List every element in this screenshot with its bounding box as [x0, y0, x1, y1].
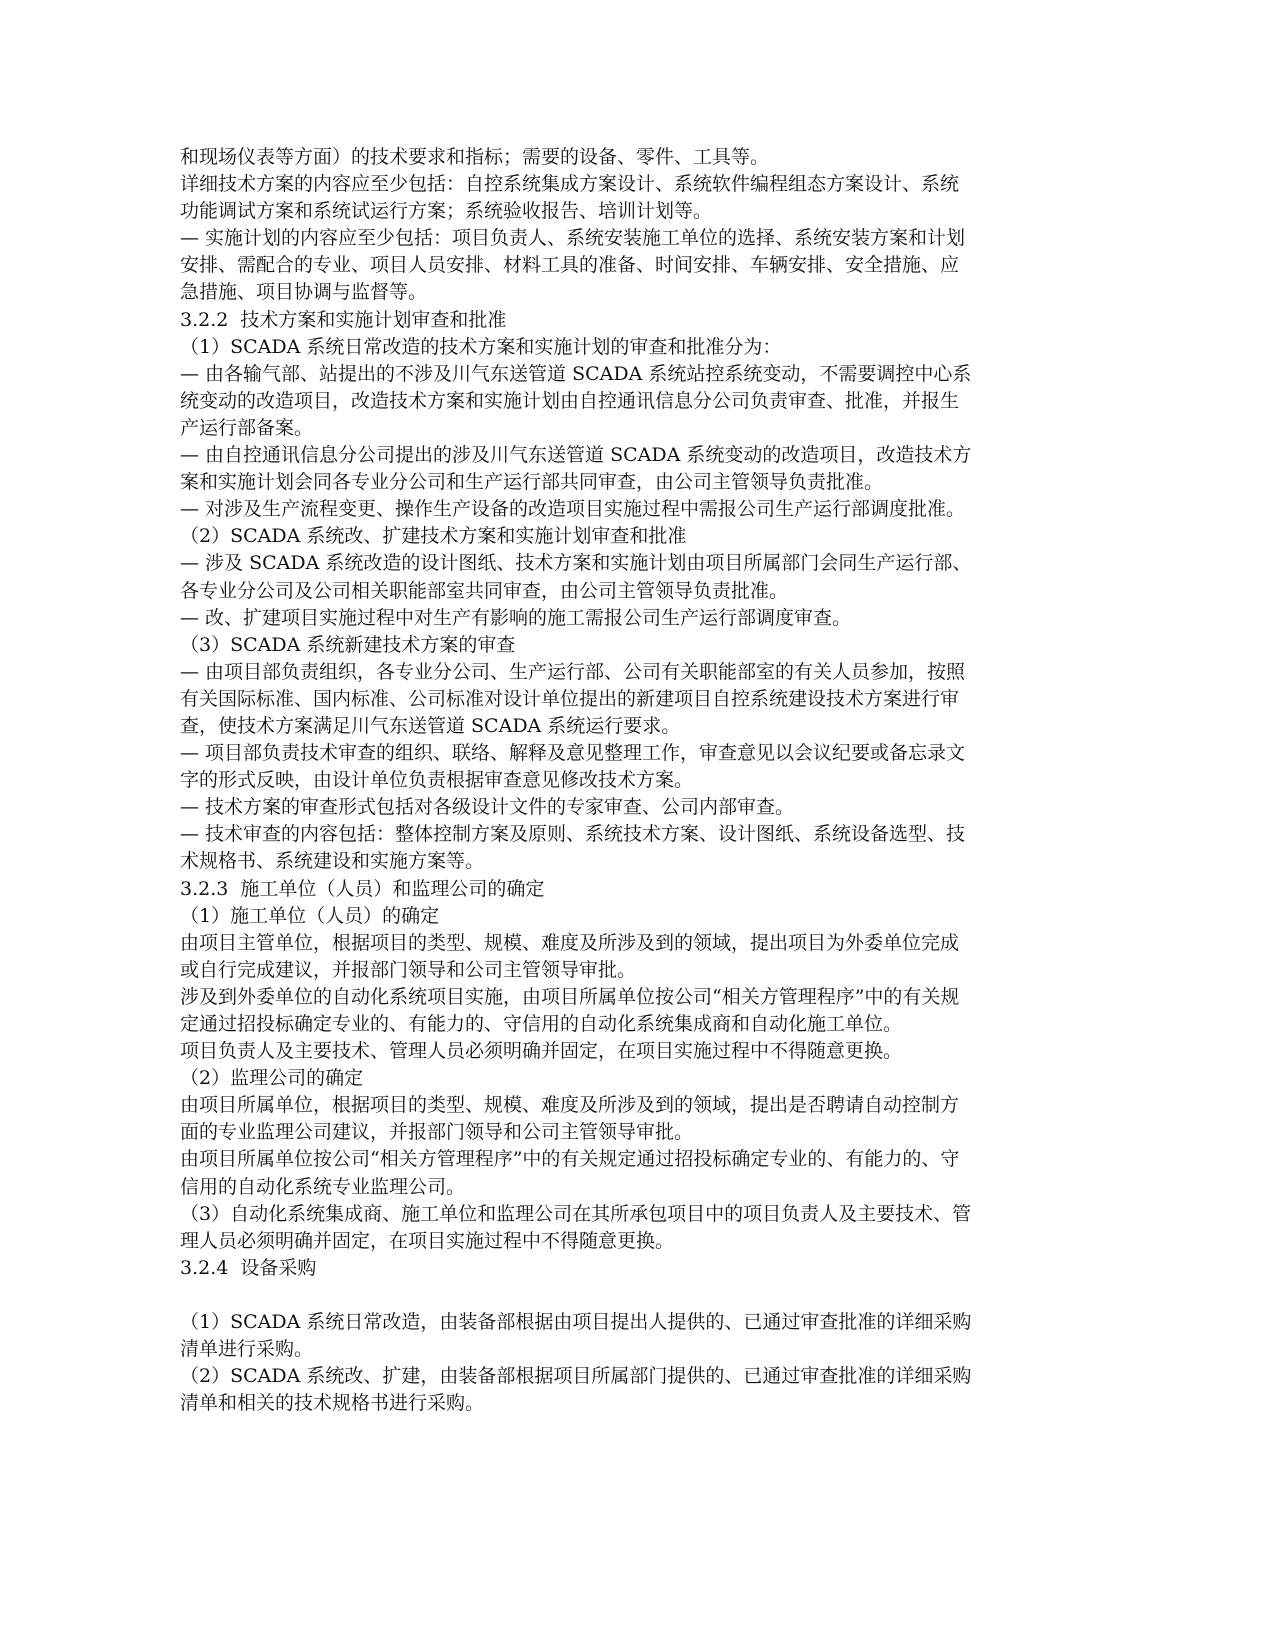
heading-line: 3.2.3 施工单位（人员）和监理公司的确定 [180, 877, 545, 900]
paragraph [180, 171, 1040, 225]
paragraph [180, 740, 1040, 794]
section-heading [180, 307, 1040, 334]
text-line: 或自行完成建议，并报部门领导和公司主管领导审批。 [180, 958, 637, 981]
text-line: 信用的自动化系统专业监理公司。 [180, 1175, 466, 1198]
text-line: — 实施计划的内容应至少包括：项目负责人、系统安装施工单位的选择、系统安装方案和计划 [180, 227, 966, 250]
text-line: 功能调试方案和系统试运行方案；系统验收报告、培训计划等。 [180, 200, 713, 223]
paragraph [180, 1363, 1040, 1417]
text-line: — 改、扩建项目实施过程中对生产有影响的施工需报公司生产运行部调度审查。 [180, 606, 852, 629]
text-line: （2）监理公司的确定 [180, 1067, 364, 1090]
text-line: — 技术审查的内容包括：整体控制方案及原则、系统技术方案、设计图纸、系统设备选型、技 [180, 823, 966, 846]
paragraph [180, 1309, 1040, 1363]
text-line: 有关国际标准、国内标准、公司标准对设计单位提出的新建项目自控系统建设技术方案进行审 [180, 687, 960, 710]
paragraph [180, 1201, 1040, 1255]
text-line: 理人员必须明确并固定，在项目实施过程中不得随意更换。 [180, 1229, 675, 1252]
blank-line [180, 1282, 1040, 1309]
paragraph [180, 794, 1040, 821]
text-line: 急措施、项目协调与监督等。 [180, 281, 428, 304]
text-line: — 对涉及生产流程变更、操作生产设备的改造项目实施过程中需报公司生产运行部调度批准。 [180, 498, 966, 521]
text-line: — 技术方案的审查形式包括对各级设计文件的专家审查、公司内部审查。 [180, 796, 795, 819]
text-line: （1）施工单位（人员）的确定 [180, 904, 440, 927]
paragraph [180, 496, 1040, 523]
text-line: — 由项目部负责组织，各专业分公司、生产运行部、公司有关职能部室的有关人员参加，按照 [180, 660, 966, 683]
text-line: （1）SCADA 系统日常改造的技术方案和实施计划的审查和批准分为： [180, 335, 782, 358]
paragraph [180, 821, 1040, 875]
paragraph [180, 659, 1040, 740]
heading-line: 3.2.2 技术方案和实施计划审查和批准 [180, 308, 507, 331]
text-line: 定通过招投标确定专业的、有能力的、守信用的自动化系统集成商和自动化施工单位。 [180, 1013, 903, 1035]
paragraph [180, 334, 1040, 361]
text-line: 项目负责人及主要技术、管理人员必须明确并固定，在项目实施过程中不得随意更换。 [180, 1040, 903, 1063]
paragraph [180, 984, 1040, 1038]
paragraph [180, 361, 1040, 442]
text-line: 字的形式反映，由设计单位负责根据审查意见修改技术方案。 [180, 769, 694, 792]
paragraph [180, 442, 1040, 496]
text-line: （3）自动化系统集成商、施工单位和监理公司在其所承包项目中的项目负责人及主要技术、管 [180, 1202, 972, 1225]
text-line: 各专业分公司及公司相关职能部室共同审查，由公司主管领导负责批准。 [180, 579, 789, 602]
paragraph [180, 550, 1040, 604]
text-line: — 涉及 SCADA 系统改造的设计图纸、技术方案和实施计划由项目所属部门会同生产运行部、 [180, 552, 972, 575]
paragraph [180, 523, 1040, 550]
text-line: （3）SCADA 系统新建技术方案的审查 [180, 633, 516, 656]
text-line: 安排、需配合的专业、项目人员安排、材料工具的准备、时间安排、车辆安排、安全措施、应 [180, 254, 960, 277]
section-heading [180, 876, 1040, 903]
text-line: 清单进行采购。 [180, 1338, 314, 1361]
text-line: 产运行部备案。 [180, 416, 314, 439]
text-line: — 项目部负责技术审查的组织、联络、解释及意见整理工作，审查意见以会议纪要或备忘录文 [180, 742, 966, 765]
text-line: 统变动的改造项目，改造技术方案和实施计划由自控通讯信息分公司负责审查、批准，并报生 [180, 389, 960, 412]
text-line: 由项目所属单位按公司“相关方管理程序”中的有关规定通过招投标确定专业的、有能力的、守 [180, 1148, 960, 1171]
text-line: 术规格书、系统建设和实施方案等。 [180, 850, 485, 873]
paragraph [180, 1092, 1040, 1146]
text-line: 面的专业监理公司建议，并报部门领导和公司主管领导审批。 [180, 1121, 694, 1144]
text-line: （2）SCADA 系统改、扩建，由装备部根据项目所属部门提供的、已通过审查批准的详细采购 [180, 1365, 972, 1388]
text-line: （1）SCADA 系统日常改造，由装备部根据由项目提出人提供的、已通过审查批准的详细采购 [180, 1311, 972, 1334]
paragraph [180, 225, 1040, 306]
heading-line: 3.2.4 设备采购 [180, 1256, 317, 1279]
paragraph [180, 144, 1040, 171]
text-line: 和现场仪表等方面）的技术要求和指标；需要的设备、零件、工具等。 [180, 146, 770, 168]
text-line: — 由自控通讯信息分公司提出的涉及川气东送管道 SCADA 系统变动的改造项目，改造技术方 [180, 444, 972, 467]
text-line: （2）SCADA 系统改、扩建技术方案和实施计划审查和批准 [180, 525, 687, 548]
text-line: — 由各输气部、站提出的不涉及川气东送管道 SCADA 系统站控系统变动，不需要调控中心系 [180, 362, 972, 385]
paragraph [180, 605, 1040, 632]
paragraph [180, 1038, 1040, 1065]
paragraph [180, 1146, 1040, 1200]
text-line: 清单和相关的技术规格书进行采购。 [180, 1392, 485, 1415]
text-line: 由项目主管单位，根据项目的类型、规模、难度及所涉及到的领域，提出项目为外委单位完成 [180, 931, 960, 954]
paragraph [180, 632, 1040, 659]
text-line: 案和实施计划会同各专业分公司和生产运行部共同审查，由公司主管领导负责批准。 [180, 471, 884, 494]
section-heading [180, 1255, 1040, 1282]
text-line: 由项目所属单位，根据项目的类型、规模、难度及所涉及到的领域，提出是否聘请自动控制方 [180, 1094, 960, 1117]
paragraph [180, 903, 1040, 930]
text-line: 详细技术方案的内容应至少包括：自控系统集成方案设计、系统软件编程组态方案设计、系统 [180, 173, 960, 196]
paragraph [180, 1065, 1040, 1092]
document-page [180, 144, 1040, 1417]
text-line: 涉及到外委单位的自动化系统项目实施，由项目所属单位按公司“相关方管理程序”中的有关规 [180, 985, 960, 1008]
text-line: 查，使技术方案满足川气东送管道 SCADA 系统运行要求。 [180, 714, 681, 737]
paragraph [180, 930, 1040, 984]
